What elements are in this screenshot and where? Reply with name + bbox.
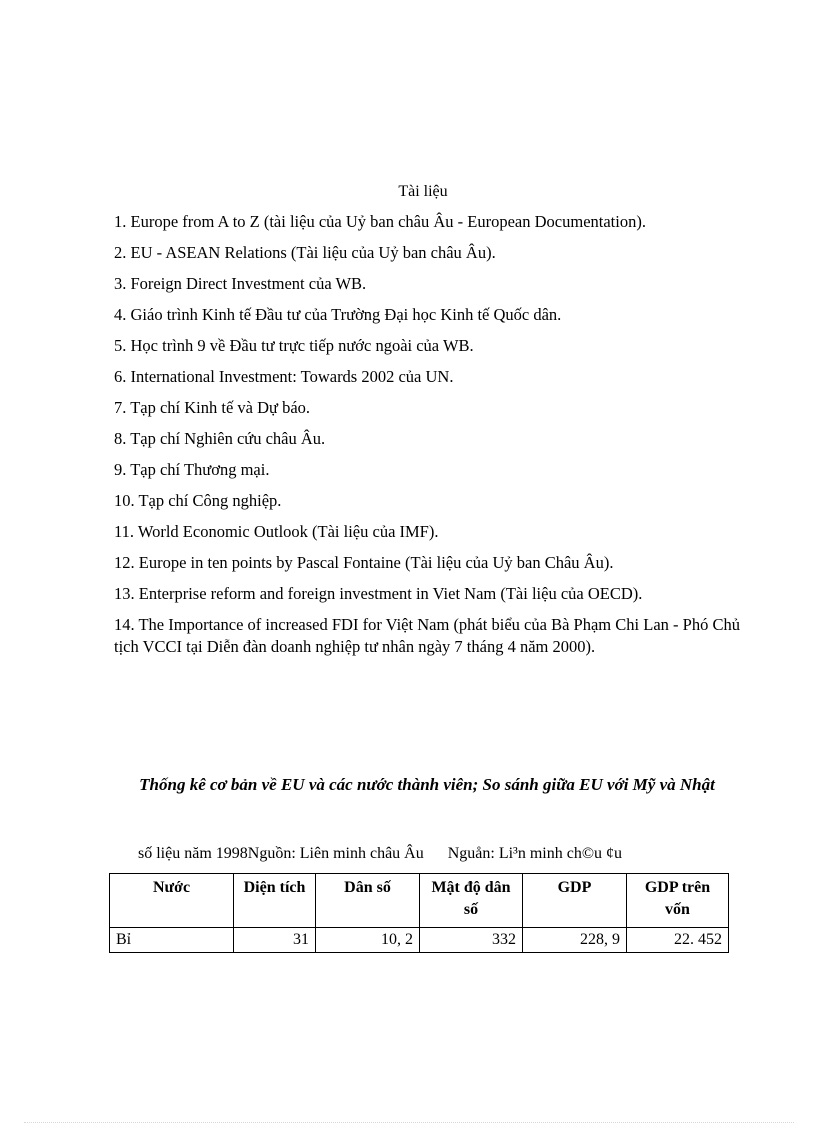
table-cell: 332 [420,928,523,953]
table-header: Mật độ dân số [420,874,523,928]
table-header: Nước [110,874,234,928]
reference-item: 2. EU - ASEAN Relations (Tài liệu của Uỷ ban châu Âu). [114,243,496,262]
stats-title: Thống kê cơ bản về EU và các nước thành viên; So sánh giữa EU với Mỹ và Nhật [139,775,715,794]
reference-item: 11. World Economic Outlook (Tài liệu của IMF). [114,522,439,541]
source-text-garbled: Nguån: Li³n minh ch©u ¢u [447,845,622,862]
references-heading: Tài liệu [398,183,448,200]
reference-item: 4. Giáo trình Kinh tế Đầu tư của Trường Đại học Kinh tế Quốc dân. [114,305,562,324]
table-header: Diện tích [234,874,316,928]
reference-item: 5. Học trình 9 về Đầu tư trực tiếp nước ngoài của WB. [114,336,474,355]
reference-item: 1. Europe from A to Z (tài liệu của Uỷ ban châu Âu - European Documentation). [114,212,646,231]
table-header: Dân số [316,874,420,928]
table-cell: 31 [234,928,316,953]
source-line [138,845,778,863]
reference-item: 12. Europe in ten points by Pascal Fontaine (Tài liệu của Uỷ ban Châu Âu). [114,553,614,572]
reference-item: 14. The Importance of increased FDI for Việt Nam (phát biểu của Bà Phạm Chi Lan - Phó Chủ tịch VCCI tại Diễn đàn doanh nghiệp tư nhân ngày 7 tháng 4 năm 2000). [114,615,740,656]
reference-item: 10. Tạp chí Công nghiệp. [114,491,282,510]
table-header-row [110,874,729,928]
source-text: số liệu năm 1998Nguồn: Liên minh châu Âu [138,845,424,862]
references-list [114,211,740,658]
reference-item: 9. Tạp chí Thương mại. [114,460,270,479]
table-header: GDP trên vốn [627,874,729,928]
table-cell: 22. 452 [627,928,729,953]
table-header: GDP [523,874,627,928]
table-cell: 228, 9 [523,928,627,953]
reference-item: 8. Tạp chí Nghiên cứu châu Âu. [114,429,326,448]
reference-item: 13. Enterprise reform and foreign investment in Viet Nam (Tài liệu của OECD). [114,584,643,603]
table-row [110,928,729,953]
table-cell: 10, 2 [316,928,420,953]
reference-item: 3. Foreign Direct Investment của WB. [114,274,367,293]
reference-item: 6. International Investment: Towards 2002 của UN. [114,367,454,386]
stats-table [109,873,729,953]
table-cell: Bỉ [110,928,234,953]
reference-item: 7. Tạp chí Kinh tế và Dự báo. [114,398,311,417]
